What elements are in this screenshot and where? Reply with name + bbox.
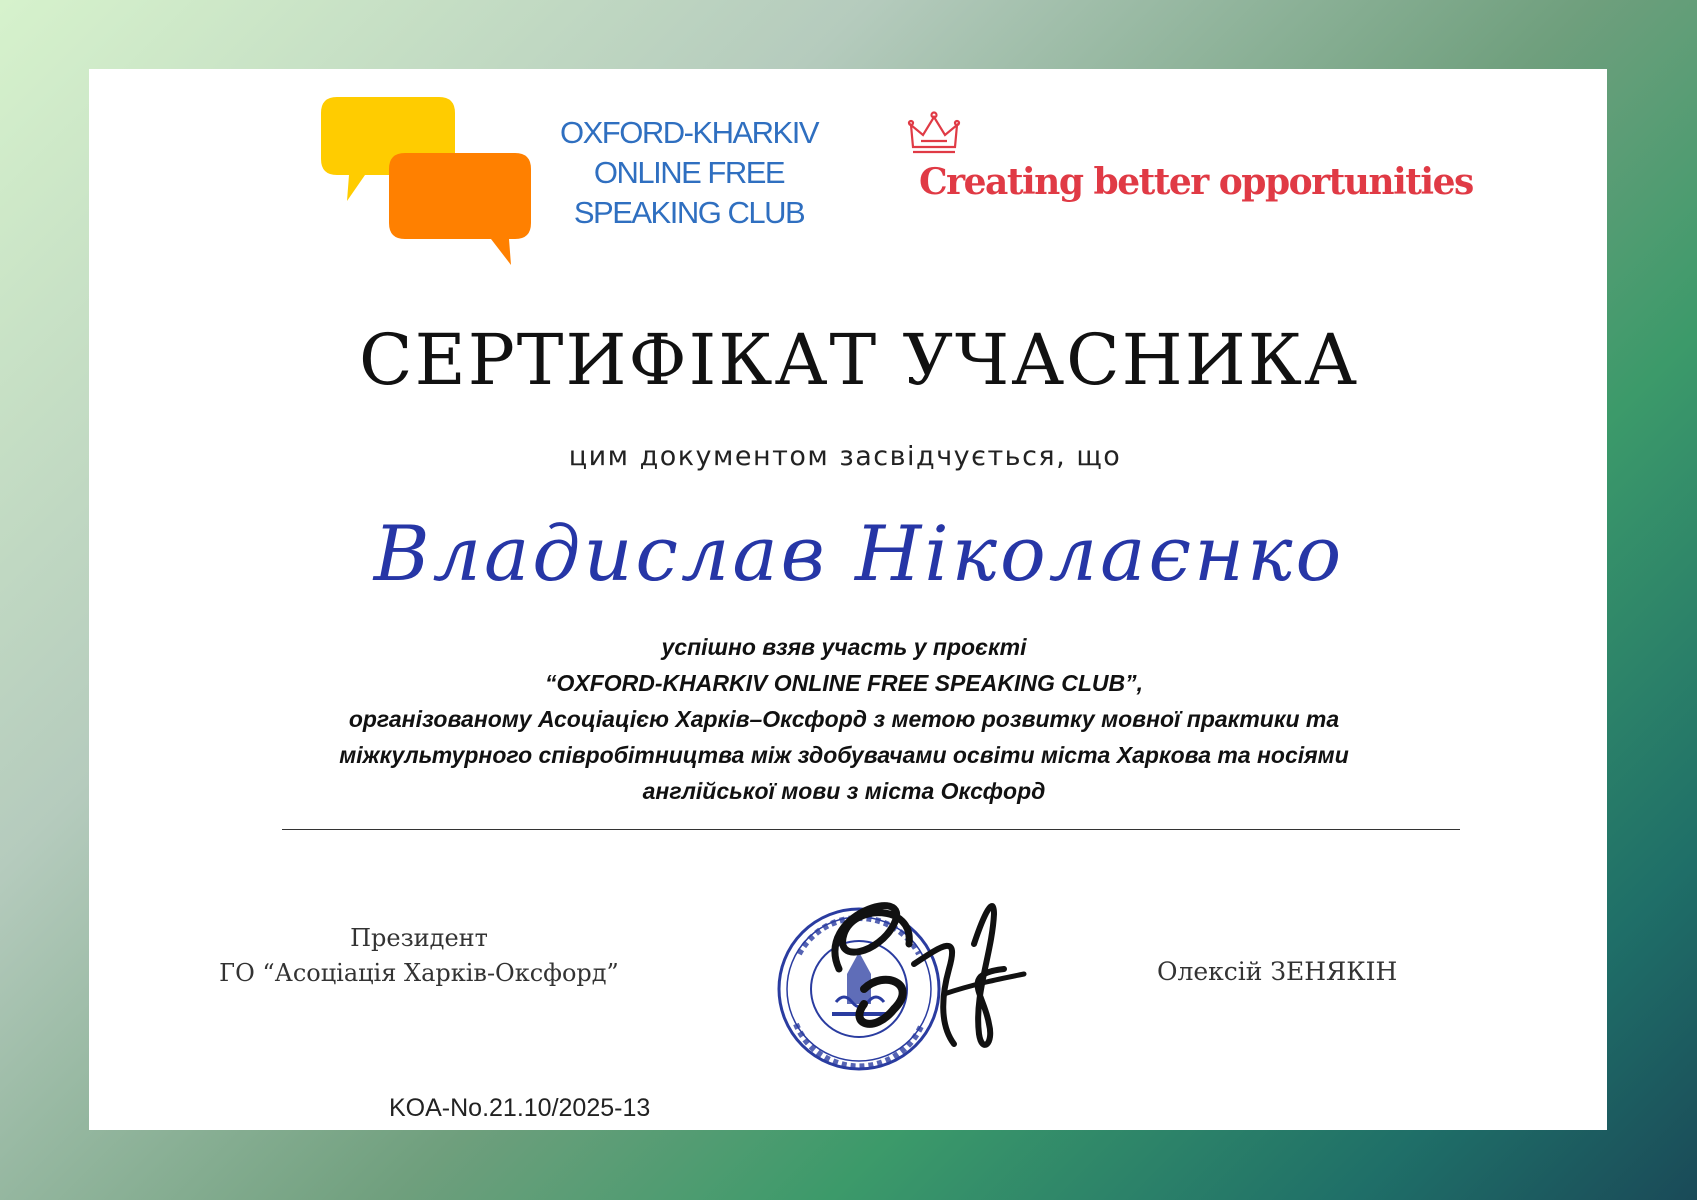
description-line: міжкультурного співробітництва між здобувачами освіти міста Харкова та носіями — [339, 742, 1349, 768]
certificate-number: KOA-No.21.10/2025-13 — [389, 1094, 651, 1122]
description-line: успішно взяв участь у проєкті — [661, 634, 1027, 660]
description-line: організованому Асоціацією Харків–Оксфорд з метою розвитку мовної практики та — [348, 706, 1340, 732]
tagline: Creating better opportunities — [919, 161, 1473, 203]
president-organization: ГО “Асоціація Харків-Оксфорд” — [219, 959, 619, 987]
club-name: OXFORD-KHARKIV ONLINE FREE SPEAKING CLUB — [559, 115, 819, 230]
certificate-title: СЕРТИФІКАТ УЧАСНИКА — [359, 319, 1359, 401]
signer-name: Олексій ЗЕНЯКІН — [1157, 957, 1398, 986]
seal-and-signature — [744, 874, 1104, 1074]
certificate-intro: цим документом засвідчується, що — [568, 441, 1122, 472]
certificate-sheet — [89, 69, 1607, 1130]
recipient-name: Владислав Ніколаєнко — [373, 509, 1345, 598]
crown-icon — [907, 111, 961, 157]
description-line: англійської мови з міста Оксфорд — [642, 778, 1046, 804]
seal-stamp-icon — [779, 909, 939, 1069]
description-line: “OXFORD-KHARKIV ONLINE FREE SPEAKING CLUB”, — [544, 670, 1144, 696]
certificate-description — [239, 629, 1449, 809]
divider — [282, 829, 1460, 830]
speech-bubbles-icon — [317, 97, 537, 267]
president-title: Президент — [350, 924, 488, 952]
